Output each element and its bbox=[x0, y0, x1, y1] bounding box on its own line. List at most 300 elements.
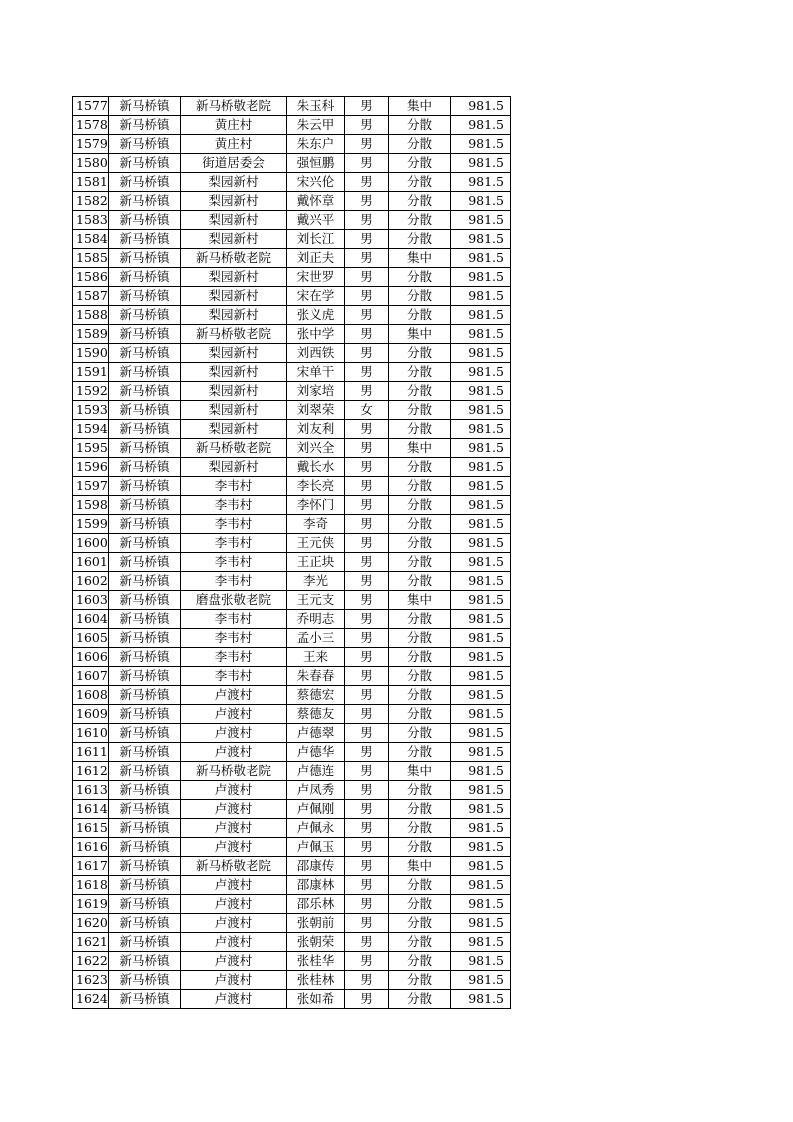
cell-amount: 981.5 bbox=[451, 211, 511, 230]
cell-village: 梨园新村 bbox=[181, 344, 287, 363]
cell-gender: 男 bbox=[345, 629, 389, 648]
cell-type: 集中 bbox=[389, 857, 451, 876]
cell-gender: 男 bbox=[345, 648, 389, 667]
cell-amount: 981.5 bbox=[451, 287, 511, 306]
cell-id: 1585 bbox=[73, 249, 109, 268]
cell-village: 梨园新村 bbox=[181, 306, 287, 325]
cell-town: 新马桥镇 bbox=[109, 686, 181, 705]
cell-gender: 男 bbox=[345, 572, 389, 591]
table-row bbox=[73, 933, 511, 952]
cell-gender: 男 bbox=[345, 249, 389, 268]
cell-name: 卢德华 bbox=[287, 743, 345, 762]
cell-name: 李长亮 bbox=[287, 477, 345, 496]
table-row bbox=[73, 800, 511, 819]
cell-gender: 男 bbox=[345, 173, 389, 192]
cell-amount: 981.5 bbox=[451, 306, 511, 325]
cell-gender: 男 bbox=[345, 344, 389, 363]
table-row bbox=[73, 857, 511, 876]
cell-gender: 男 bbox=[345, 667, 389, 686]
cell-amount: 981.5 bbox=[451, 401, 511, 420]
cell-type: 分散 bbox=[389, 496, 451, 515]
cell-gender: 男 bbox=[345, 154, 389, 173]
cell-name: 刘家培 bbox=[287, 382, 345, 401]
cell-name: 张中学 bbox=[287, 325, 345, 344]
cell-id: 1624 bbox=[73, 990, 109, 1009]
cell-gender: 男 bbox=[345, 781, 389, 800]
records-table bbox=[72, 96, 511, 1009]
table-row bbox=[73, 135, 511, 154]
cell-village: 新马桥敬老院 bbox=[181, 325, 287, 344]
cell-town: 新马桥镇 bbox=[109, 800, 181, 819]
cell-village: 卢渡村 bbox=[181, 743, 287, 762]
cell-id: 1582 bbox=[73, 192, 109, 211]
cell-type: 分散 bbox=[389, 667, 451, 686]
cell-type: 分散 bbox=[389, 705, 451, 724]
cell-id: 1600 bbox=[73, 534, 109, 553]
cell-id: 1610 bbox=[73, 724, 109, 743]
cell-town: 新马桥镇 bbox=[109, 990, 181, 1009]
table-row bbox=[73, 990, 511, 1009]
cell-name: 李奇 bbox=[287, 515, 345, 534]
cell-village: 卢渡村 bbox=[181, 971, 287, 990]
cell-name: 宋在学 bbox=[287, 287, 345, 306]
cell-amount: 981.5 bbox=[451, 781, 511, 800]
cell-town: 新马桥镇 bbox=[109, 762, 181, 781]
cell-type: 分散 bbox=[389, 800, 451, 819]
cell-amount: 981.5 bbox=[451, 819, 511, 838]
cell-type: 分散 bbox=[389, 914, 451, 933]
cell-id: 1605 bbox=[73, 629, 109, 648]
cell-town: 新马桥镇 bbox=[109, 724, 181, 743]
table-row bbox=[73, 458, 511, 477]
cell-id: 1623 bbox=[73, 971, 109, 990]
cell-amount: 981.5 bbox=[451, 116, 511, 135]
cell-gender: 男 bbox=[345, 420, 389, 439]
cell-gender: 男 bbox=[345, 97, 389, 116]
cell-name: 刘正夫 bbox=[287, 249, 345, 268]
table-row bbox=[73, 895, 511, 914]
cell-id: 1597 bbox=[73, 477, 109, 496]
cell-gender: 男 bbox=[345, 933, 389, 952]
cell-village: 梨园新村 bbox=[181, 382, 287, 401]
cell-gender: 男 bbox=[345, 971, 389, 990]
cell-name: 张如希 bbox=[287, 990, 345, 1009]
cell-type: 分散 bbox=[389, 192, 451, 211]
cell-town: 新马桥镇 bbox=[109, 667, 181, 686]
cell-town: 新马桥镇 bbox=[109, 306, 181, 325]
cell-village: 新马桥敬老院 bbox=[181, 249, 287, 268]
cell-type: 分散 bbox=[389, 724, 451, 743]
cell-type: 分散 bbox=[389, 268, 451, 287]
cell-village: 卢渡村 bbox=[181, 686, 287, 705]
cell-amount: 981.5 bbox=[451, 800, 511, 819]
cell-type: 分散 bbox=[389, 173, 451, 192]
cell-gender: 男 bbox=[345, 838, 389, 857]
table-row bbox=[73, 401, 511, 420]
table-row bbox=[73, 553, 511, 572]
cell-gender: 男 bbox=[345, 895, 389, 914]
cell-town: 新马桥镇 bbox=[109, 116, 181, 135]
cell-gender: 男 bbox=[345, 610, 389, 629]
table-row bbox=[73, 952, 511, 971]
cell-type: 分散 bbox=[389, 458, 451, 477]
cell-village: 李韦村 bbox=[181, 648, 287, 667]
cell-type: 集中 bbox=[389, 97, 451, 116]
cell-name: 戴兴平 bbox=[287, 211, 345, 230]
cell-gender: 男 bbox=[345, 363, 389, 382]
cell-town: 新马桥镇 bbox=[109, 363, 181, 382]
table-row bbox=[73, 971, 511, 990]
cell-name: 张朝荣 bbox=[287, 933, 345, 952]
cell-amount: 981.5 bbox=[451, 572, 511, 591]
table-row bbox=[73, 762, 511, 781]
cell-amount: 981.5 bbox=[451, 230, 511, 249]
cell-type: 分散 bbox=[389, 629, 451, 648]
cell-name: 刘兴全 bbox=[287, 439, 345, 458]
cell-town: 新马桥镇 bbox=[109, 895, 181, 914]
cell-town: 新马桥镇 bbox=[109, 914, 181, 933]
cell-gender: 男 bbox=[345, 230, 389, 249]
table-row bbox=[73, 667, 511, 686]
cell-amount: 981.5 bbox=[451, 914, 511, 933]
table-row bbox=[73, 819, 511, 838]
cell-amount: 981.5 bbox=[451, 420, 511, 439]
cell-id: 1617 bbox=[73, 857, 109, 876]
cell-id: 1596 bbox=[73, 458, 109, 477]
table-row bbox=[73, 116, 511, 135]
cell-id: 1588 bbox=[73, 306, 109, 325]
cell-amount: 981.5 bbox=[451, 876, 511, 895]
cell-village: 李韦村 bbox=[181, 667, 287, 686]
cell-gender: 男 bbox=[345, 382, 389, 401]
table-row bbox=[73, 249, 511, 268]
cell-village: 梨园新村 bbox=[181, 268, 287, 287]
cell-type: 分散 bbox=[389, 838, 451, 857]
table-row bbox=[73, 515, 511, 534]
cell-town: 新马桥镇 bbox=[109, 439, 181, 458]
cell-name: 刘翠荣 bbox=[287, 401, 345, 420]
cell-amount: 981.5 bbox=[451, 344, 511, 363]
table-row bbox=[73, 154, 511, 173]
cell-name: 戴怀章 bbox=[287, 192, 345, 211]
cell-id: 1577 bbox=[73, 97, 109, 116]
cell-town: 新马桥镇 bbox=[109, 192, 181, 211]
cell-gender: 男 bbox=[345, 686, 389, 705]
table-row bbox=[73, 439, 511, 458]
cell-id: 1599 bbox=[73, 515, 109, 534]
cell-village: 梨园新村 bbox=[181, 192, 287, 211]
cell-amount: 981.5 bbox=[451, 990, 511, 1009]
table-row bbox=[73, 648, 511, 667]
cell-name: 刘西铁 bbox=[287, 344, 345, 363]
cell-gender: 男 bbox=[345, 439, 389, 458]
cell-town: 新马桥镇 bbox=[109, 591, 181, 610]
cell-amount: 981.5 bbox=[451, 591, 511, 610]
cell-town: 新马桥镇 bbox=[109, 211, 181, 230]
cell-name: 朱云甲 bbox=[287, 116, 345, 135]
cell-village: 李韦村 bbox=[181, 534, 287, 553]
table-row bbox=[73, 344, 511, 363]
cell-amount: 981.5 bbox=[451, 667, 511, 686]
cell-amount: 981.5 bbox=[451, 895, 511, 914]
cell-town: 新马桥镇 bbox=[109, 268, 181, 287]
records-table-body bbox=[73, 97, 511, 1009]
table-row bbox=[73, 496, 511, 515]
cell-town: 新马桥镇 bbox=[109, 458, 181, 477]
cell-id: 1604 bbox=[73, 610, 109, 629]
cell-type: 分散 bbox=[389, 610, 451, 629]
cell-gender: 男 bbox=[345, 819, 389, 838]
table-row bbox=[73, 97, 511, 116]
cell-gender: 男 bbox=[345, 458, 389, 477]
cell-name: 孟小三 bbox=[287, 629, 345, 648]
table-row bbox=[73, 743, 511, 762]
cell-town: 新马桥镇 bbox=[109, 420, 181, 439]
cell-amount: 981.5 bbox=[451, 192, 511, 211]
cell-amount: 981.5 bbox=[451, 553, 511, 572]
cell-amount: 981.5 bbox=[451, 971, 511, 990]
cell-town: 新马桥镇 bbox=[109, 743, 181, 762]
cell-id: 1580 bbox=[73, 154, 109, 173]
cell-id: 1611 bbox=[73, 743, 109, 762]
cell-town: 新马桥镇 bbox=[109, 173, 181, 192]
cell-type: 分散 bbox=[389, 781, 451, 800]
table-row bbox=[73, 610, 511, 629]
cell-village: 卢渡村 bbox=[181, 895, 287, 914]
cell-village: 李韦村 bbox=[181, 572, 287, 591]
cell-name: 卢凤秀 bbox=[287, 781, 345, 800]
cell-village: 梨园新村 bbox=[181, 230, 287, 249]
table-row bbox=[73, 629, 511, 648]
cell-type: 分散 bbox=[389, 990, 451, 1009]
cell-town: 新马桥镇 bbox=[109, 629, 181, 648]
cell-amount: 981.5 bbox=[451, 534, 511, 553]
table-row bbox=[73, 534, 511, 553]
cell-town: 新马桥镇 bbox=[109, 230, 181, 249]
cell-village: 李韦村 bbox=[181, 553, 287, 572]
cell-type: 集中 bbox=[389, 249, 451, 268]
cell-amount: 981.5 bbox=[451, 325, 511, 344]
cell-town: 新马桥镇 bbox=[109, 819, 181, 838]
cell-gender: 男 bbox=[345, 116, 389, 135]
cell-village: 新马桥敬老院 bbox=[181, 439, 287, 458]
cell-town: 新马桥镇 bbox=[109, 401, 181, 420]
table-row bbox=[73, 173, 511, 192]
cell-gender: 男 bbox=[345, 135, 389, 154]
cell-id: 1595 bbox=[73, 439, 109, 458]
cell-village: 李韦村 bbox=[181, 515, 287, 534]
cell-town: 新马桥镇 bbox=[109, 610, 181, 629]
cell-id: 1622 bbox=[73, 952, 109, 971]
cell-village: 街道居委会 bbox=[181, 154, 287, 173]
cell-type: 分散 bbox=[389, 553, 451, 572]
cell-gender: 男 bbox=[345, 743, 389, 762]
cell-town: 新马桥镇 bbox=[109, 382, 181, 401]
cell-town: 新马桥镇 bbox=[109, 287, 181, 306]
cell-gender: 男 bbox=[345, 477, 389, 496]
cell-type: 集中 bbox=[389, 325, 451, 344]
cell-type: 分散 bbox=[389, 933, 451, 952]
table-row bbox=[73, 705, 511, 724]
cell-amount: 981.5 bbox=[451, 705, 511, 724]
cell-id: 1614 bbox=[73, 800, 109, 819]
cell-name: 邵康林 bbox=[287, 876, 345, 895]
cell-name: 戴长水 bbox=[287, 458, 345, 477]
cell-gender: 男 bbox=[345, 268, 389, 287]
cell-village: 梨园新村 bbox=[181, 287, 287, 306]
cell-gender: 男 bbox=[345, 800, 389, 819]
cell-village: 卢渡村 bbox=[181, 800, 287, 819]
cell-town: 新马桥镇 bbox=[109, 838, 181, 857]
cell-gender: 男 bbox=[345, 211, 389, 230]
cell-id: 1609 bbox=[73, 705, 109, 724]
cell-gender: 男 bbox=[345, 876, 389, 895]
cell-village: 新马桥敬老院 bbox=[181, 762, 287, 781]
cell-id: 1586 bbox=[73, 268, 109, 287]
table-row bbox=[73, 572, 511, 591]
cell-name: 宋世罗 bbox=[287, 268, 345, 287]
cell-village: 李韦村 bbox=[181, 496, 287, 515]
cell-town: 新马桥镇 bbox=[109, 325, 181, 344]
cell-id: 1590 bbox=[73, 344, 109, 363]
cell-type: 分散 bbox=[389, 686, 451, 705]
cell-town: 新马桥镇 bbox=[109, 534, 181, 553]
cell-type: 分散 bbox=[389, 515, 451, 534]
cell-amount: 981.5 bbox=[451, 952, 511, 971]
table-row bbox=[73, 876, 511, 895]
cell-village: 梨园新村 bbox=[181, 458, 287, 477]
cell-village: 卢渡村 bbox=[181, 914, 287, 933]
cell-name: 朱春春 bbox=[287, 667, 345, 686]
cell-village: 李韦村 bbox=[181, 477, 287, 496]
cell-gender: 男 bbox=[345, 553, 389, 572]
cell-village: 卢渡村 bbox=[181, 876, 287, 895]
cell-id: 1591 bbox=[73, 363, 109, 382]
cell-village: 卢渡村 bbox=[181, 933, 287, 952]
table-row bbox=[73, 724, 511, 743]
cell-id: 1587 bbox=[73, 287, 109, 306]
cell-village: 卢渡村 bbox=[181, 705, 287, 724]
cell-town: 新马桥镇 bbox=[109, 477, 181, 496]
cell-type: 分散 bbox=[389, 382, 451, 401]
cell-id: 1592 bbox=[73, 382, 109, 401]
cell-town: 新马桥镇 bbox=[109, 154, 181, 173]
cell-id: 1598 bbox=[73, 496, 109, 515]
cell-name: 王元支 bbox=[287, 591, 345, 610]
cell-amount: 981.5 bbox=[451, 857, 511, 876]
cell-village: 黄庄村 bbox=[181, 135, 287, 154]
cell-id: 1615 bbox=[73, 819, 109, 838]
cell-town: 新马桥镇 bbox=[109, 496, 181, 515]
table-row bbox=[73, 306, 511, 325]
table-row bbox=[73, 211, 511, 230]
cell-town: 新马桥镇 bbox=[109, 952, 181, 971]
cell-amount: 981.5 bbox=[451, 838, 511, 857]
cell-village: 梨园新村 bbox=[181, 401, 287, 420]
cell-name: 邵乐林 bbox=[287, 895, 345, 914]
cell-name: 卢佩玉 bbox=[287, 838, 345, 857]
cell-id: 1620 bbox=[73, 914, 109, 933]
cell-type: 分散 bbox=[389, 287, 451, 306]
cell-name: 蔡德宏 bbox=[287, 686, 345, 705]
cell-name: 张朝前 bbox=[287, 914, 345, 933]
cell-amount: 981.5 bbox=[451, 458, 511, 477]
table-row bbox=[73, 382, 511, 401]
cell-village: 梨园新村 bbox=[181, 363, 287, 382]
cell-amount: 981.5 bbox=[451, 496, 511, 515]
cell-town: 新马桥镇 bbox=[109, 648, 181, 667]
table-row bbox=[73, 686, 511, 705]
cell-town: 新马桥镇 bbox=[109, 705, 181, 724]
cell-gender: 男 bbox=[345, 287, 389, 306]
table-row bbox=[73, 591, 511, 610]
cell-amount: 981.5 bbox=[451, 382, 511, 401]
cell-amount: 981.5 bbox=[451, 135, 511, 154]
cell-name: 张桂华 bbox=[287, 952, 345, 971]
cell-type: 分散 bbox=[389, 135, 451, 154]
cell-amount: 981.5 bbox=[451, 610, 511, 629]
cell-id: 1583 bbox=[73, 211, 109, 230]
cell-id: 1612 bbox=[73, 762, 109, 781]
cell-amount: 981.5 bbox=[451, 648, 511, 667]
cell-gender: 男 bbox=[345, 534, 389, 553]
cell-type: 分散 bbox=[389, 895, 451, 914]
cell-type: 分散 bbox=[389, 154, 451, 173]
cell-id: 1601 bbox=[73, 553, 109, 572]
table-row bbox=[73, 325, 511, 344]
table-row bbox=[73, 268, 511, 287]
cell-village: 卢渡村 bbox=[181, 781, 287, 800]
cell-id: 1607 bbox=[73, 667, 109, 686]
cell-amount: 981.5 bbox=[451, 249, 511, 268]
table-row bbox=[73, 363, 511, 382]
cell-id: 1602 bbox=[73, 572, 109, 591]
cell-gender: 男 bbox=[345, 515, 389, 534]
table-row bbox=[73, 287, 511, 306]
cell-type: 分散 bbox=[389, 116, 451, 135]
cell-amount: 981.5 bbox=[451, 762, 511, 781]
cell-name: 宋兴伦 bbox=[287, 173, 345, 192]
cell-name: 强恒鹏 bbox=[287, 154, 345, 173]
cell-village: 李韦村 bbox=[181, 610, 287, 629]
cell-amount: 981.5 bbox=[451, 97, 511, 116]
cell-type: 分散 bbox=[389, 648, 451, 667]
cell-gender: 男 bbox=[345, 306, 389, 325]
cell-village: 梨园新村 bbox=[181, 173, 287, 192]
cell-id: 1619 bbox=[73, 895, 109, 914]
cell-village: 梨园新村 bbox=[181, 211, 287, 230]
cell-amount: 981.5 bbox=[451, 439, 511, 458]
cell-id: 1593 bbox=[73, 401, 109, 420]
cell-village: 梨园新村 bbox=[181, 420, 287, 439]
cell-type: 分散 bbox=[389, 819, 451, 838]
cell-name: 宋单干 bbox=[287, 363, 345, 382]
cell-id: 1579 bbox=[73, 135, 109, 154]
cell-gender: 男 bbox=[345, 192, 389, 211]
cell-type: 分散 bbox=[389, 420, 451, 439]
cell-name: 王来 bbox=[287, 648, 345, 667]
cell-town: 新马桥镇 bbox=[109, 933, 181, 952]
cell-gender: 男 bbox=[345, 705, 389, 724]
cell-type: 集中 bbox=[389, 439, 451, 458]
cell-name: 王正块 bbox=[287, 553, 345, 572]
cell-type: 分散 bbox=[389, 743, 451, 762]
cell-name: 王元侠 bbox=[287, 534, 345, 553]
cell-type: 分散 bbox=[389, 363, 451, 382]
cell-type: 集中 bbox=[389, 762, 451, 781]
cell-type: 分散 bbox=[389, 572, 451, 591]
cell-type: 分散 bbox=[389, 952, 451, 971]
